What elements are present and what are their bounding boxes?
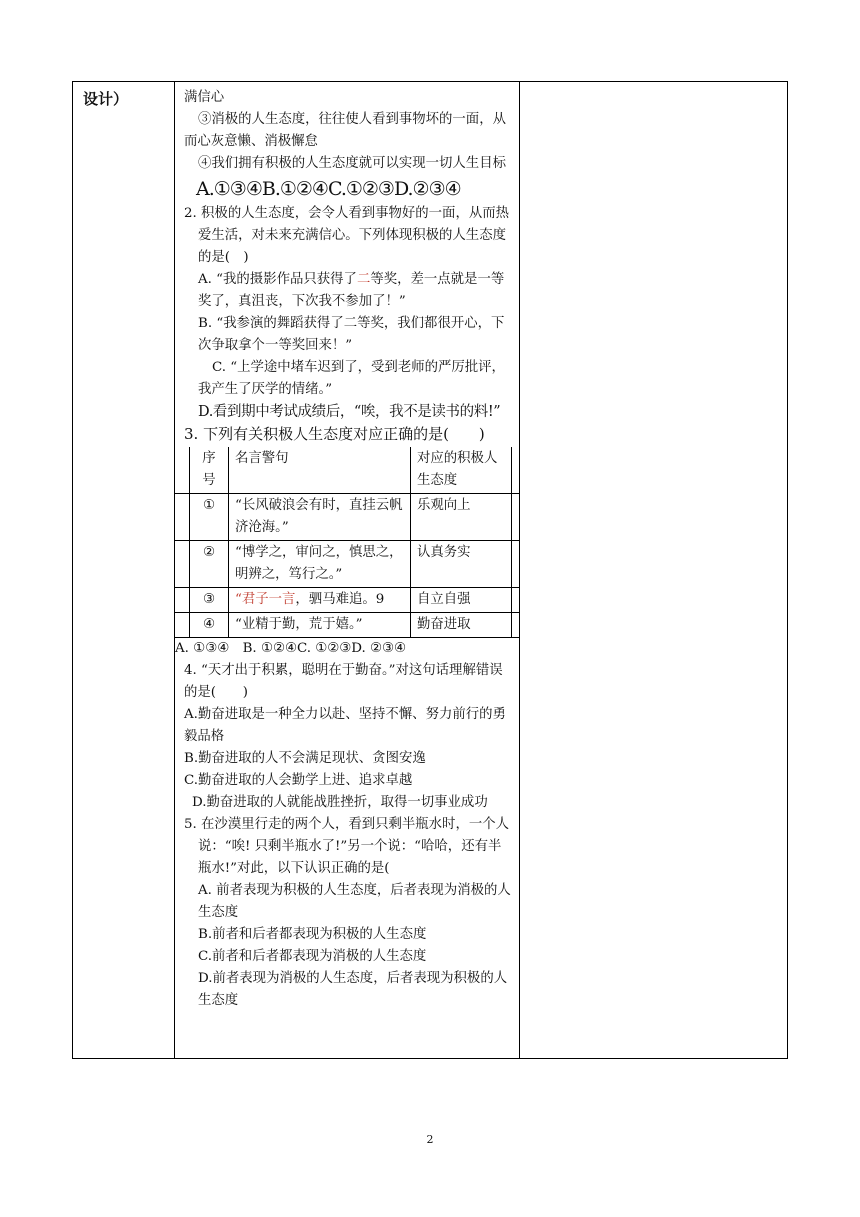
question-5-option-d: D.前者表现为消极的人生态度，后者表现为积极的人生态度 <box>198 971 508 1008</box>
question-4-option-d: D.勤奋进取的人就能战胜挫折，取得一切事业成功 <box>192 795 488 810</box>
page-number: 2 <box>426 1133 434 1146</box>
question-5-option-b: B.前者和后者都表现为积极的人生态度 <box>198 927 427 942</box>
question-2-option-d: D.看到期中考试成绩后，“唉，我不是读书的料!” <box>198 404 501 420</box>
question-1-options: A.①③④B.①②④C.①②③D.②③④ <box>196 178 461 200</box>
row-attitude: 认真务实 <box>411 541 512 588</box>
row-num: ② <box>190 541 229 588</box>
header-num: 序号 <box>190 447 229 494</box>
quote-table-header <box>175 447 519 494</box>
question-2: 2. 积极的人生态度，会令人看到事物好的一面，从而热爱生活，对未来充满信心。下列体现积极的人生态度的是( ) <box>184 206 510 265</box>
question-3: 3. 下列有关积极人生态度对应正确的是( ) <box>184 425 485 443</box>
question-3-options: A. ①③④ B. ①②④C. ①②③D. ②③④ <box>175 641 407 656</box>
table-row <box>175 494 519 541</box>
question-4: 4. “天才出于积累，聪明在于勤奋。”对这句话理解错误的是( ) <box>184 663 503 700</box>
question-4-option-b: B.勤奋进取的人不会满足现状、贪图安逸 <box>184 751 426 766</box>
question-4-option-c: C.勤奋进取的人会勤学上进、追求卓越 <box>184 773 413 788</box>
row-num: ① <box>190 494 229 541</box>
row-quote: “博学之，审问之，慎思之，明辨之，笃行之。” <box>229 541 411 588</box>
header-quote: 名言警句 <box>229 447 411 494</box>
section-label-cell <box>73 82 175 1059</box>
section-label: 设计） <box>83 90 129 108</box>
question-5-option-c: C.前者和后者都表现为消极的人生态度 <box>198 949 427 964</box>
row-attitude: 自立自强 <box>411 588 512 613</box>
question-5-option-a: A. 前者表现为积极的人生态度，后者表现为消极的人生态度 <box>198 883 511 920</box>
row-num: ④ <box>190 613 229 638</box>
table-row <box>175 588 519 613</box>
question-4-option-a: A.勤奋进取是一种全力以赴、坚持不懈、努力前行的勇毅品格 <box>184 707 506 744</box>
statement-4: ④我们拥有积极的人生态度就可以实现一切人生目标 <box>198 156 506 171</box>
exercise-content <box>175 82 519 1012</box>
question-5: 5. 在沙漠里行走的两个人，看到只剩半瓶水时，一个人说：“唉! 只剩半瓶水了!”另一个说：“哈哈，还有半瓶水!”对此，以下认识正确的是( <box>184 817 510 876</box>
quote-table-wrap <box>175 447 519 638</box>
question-2-option-c: C. “上学途中堵车迟到了，受到老师的严厉批评，我产生了厌学的情绪。” <box>198 360 505 397</box>
header-attitude: 对应的积极人生态度 <box>411 447 512 494</box>
quote-table <box>175 447 519 638</box>
row-attitude: 勤奋进取 <box>411 613 512 638</box>
quote-rest: ，驷马难追。9 <box>295 592 385 607</box>
question-2-option-a <box>184 269 513 313</box>
q2a-text-end: 等奖，差一点就是一等奖了，真沮丧，下次我不参加了！” <box>198 272 505 309</box>
row-num: ③ <box>190 588 229 613</box>
row-quote <box>229 588 411 613</box>
row-quote: “业精于勤，荒于嬉。” <box>229 613 411 638</box>
statement-3: ③消极的人生态度，往往使人看到事物坏的一面，从而心灰意懒、消极懈怠 <box>184 112 506 149</box>
q2a-highlight: 二 <box>356 272 371 287</box>
row-quote: “长风破浪会有时，直挂云帆济沧海。” <box>229 494 411 541</box>
table-row <box>175 613 519 638</box>
row-attitude: 乐观向上 <box>411 494 512 541</box>
worksheet-table <box>72 81 788 1059</box>
worksheet-row <box>73 82 788 1059</box>
notes-cell <box>520 82 788 1059</box>
question-2-option-b: B. “我参演的舞蹈获得了二等奖，我们都很开心，下次争取拿个一等奖回来！” <box>198 316 505 353</box>
q2a-text: A. “我的摄影作品只获得了 <box>198 272 357 287</box>
exercise-content-cell <box>175 82 520 1059</box>
quote-highlight: “君子一言 <box>235 592 296 607</box>
continued-line: 满信心 <box>184 90 225 105</box>
table-row <box>175 541 519 588</box>
